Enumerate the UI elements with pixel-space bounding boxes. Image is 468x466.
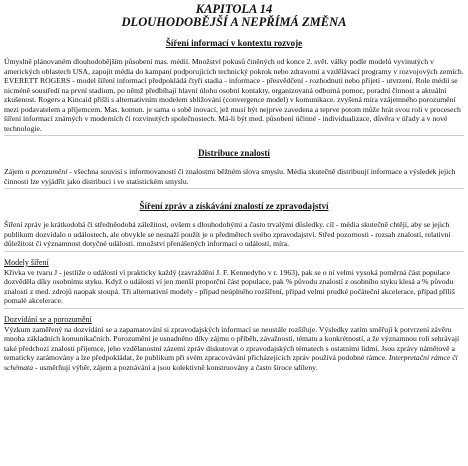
subheading-diffusion-models: Modely šíření	[4, 257, 49, 267]
section-heading-diffusion	[4, 38, 464, 48]
section-heading-text: Distribuce znalostí	[198, 148, 270, 158]
paragraph-emphasis: Interpretační rámce či schémata	[4, 353, 458, 372]
chapter-title: DLOUHODOBĚJŠÍ A NEPŘÍMÁ ZMĚNA	[121, 15, 347, 29]
section-heading-text: Šíření zpráv a získávání znalostí ze zpravodajství	[139, 201, 329, 211]
paragraph-diffusion-models: Křivka ve tvaru J - jestliže o událostí ví prakticky každý (zavraždění J. F. Kennedyho v r. 1963), pak se o ní velmi vysoká poměrná část populace dozvěděla díky osobnímu styku. Když o události ví jen menší proporční část populace, pak % původu znalostí z osobního styku klesá a % původu znalostí z med. zdrojů naopak stoupá. Tři alternativní modely - případ neúplného rozšíření, případ velmi prudké počáteční akcelerace, případ příliš pomalé akcelerace.	[4, 268, 464, 309]
paragraph-diffusion: Úmyslně plánovaném dlouhodobějším působení mas. médií. Množství pokusů činěných od konce 2. svět. války podle modelů vyvinutých v amerických oblastech USA, zapojit média do kampaní podporujících technický pokrok nebo zdravotní a vzdělávací programy v rozvojových zemích. EVERETT ROGERS - model šíření informací předpokládá čtyři stadia - informace - přesvědčení - rozhodnutí nebo přijetí - utvrzení. Role médií se nicméně soustředí na první stadium, po němž předbíhají hlavní úlohu osobní kontakty, organizovaná odborná pomoc, poradní činnost a aktuální zkušenost. Rogers a Kincaid přišli s alternativním modelem sbližování (convergence model) v komunikace. zvyšená míra vzájemného porozumění mezi podavatelem a příjemcem. Mas. komun. je sama o sobě inovací, jež musí být nejprve zavedena a teprve potom může hrát svou roli v procesech šíření informací známých v moderních či rozvinutých společnostech. Má-li být med. působení účinné - individualizace, důvěra v úřady a v nové technologie.	[4, 57, 464, 136]
paragraph-text: - usměrňují výběr, zájem a poznávání a jsou kolektivně konstruovány a často široce sdíleny.	[33, 362, 318, 372]
subheading-learning-understanding: Dozvídání se a porozumění	[4, 314, 92, 324]
paragraph-news-diffusion: Šíření zpráv je krátkodobá či středněodobá záležitost, ovšem s dlouhodobými a často trvalými důsledky. cíl - média skutečně chtějí, aby se jejich publikum dozvídalo o událostech, ale obvykle se nesnaží použít je o předmětech svého zpravodajství. Střed pozornosti - rozsah znalostí, relativní důležitost či významnost dotyčné události. množství přenášených informací o událostí, míra.	[4, 220, 464, 252]
paragraph-learning-understanding	[4, 325, 464, 375]
paragraph-text: - všechna souvisí s informovaností či znalostmi běžném slova smyslu. Média skutečně distribuují informace a výsledek jejich činnosti lze vyjádřit jako distribuci i ve statistickém smyslu.	[4, 167, 456, 186]
chapter-number: KAPITOLA 14	[195, 2, 273, 16]
section-heading-text: Šíření informací v kontextu rozvoje	[165, 38, 303, 48]
paragraph-knowledge-distribution	[4, 167, 464, 189]
paragraph-text: Výzkum zaměřený na dozvídání se a zapamatování si zpravodajských informací se neustále rozšiřuje. Výsledky zatím směřují k potvrzení závěru mnoha základních komunikačních. Porozumění je usnadněno díky zájmu o příběh, závažnosti, tématu a konkrétností, a že významnou roli sehrávají také předchozí znalosti příjemce, jeho vzdělanostní zázemí zpráv diskutovat o zpravodajských tématech s ostatními lidmi. Jsou zprávy námětově a tematicky zarámovány a lze předpokládat, že publikum při svém zpracovávání přicházejících zpráv používá podobné rámce.	[4, 324, 460, 362]
paragraph-text: Zájem o	[4, 167, 32, 176]
section-heading-knowledge-distribution	[4, 148, 464, 158]
paragraph-emphasis: porozumění	[31, 167, 68, 176]
section-heading-news-diffusion	[4, 201, 464, 211]
